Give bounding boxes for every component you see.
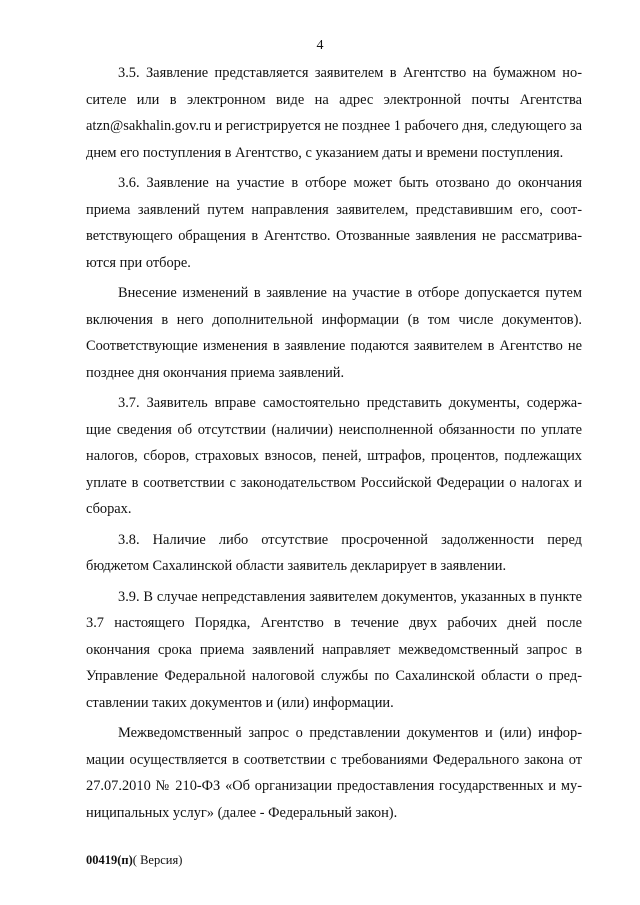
paragraph-3-8: 3.8. Наличие либо отсутствие просроченной задолженности перед бюджетом Сахалинской области заявитель декларирует в заявлении.	[86, 531, 582, 574]
document-footer	[86, 853, 182, 868]
document-body	[86, 60, 582, 826]
paragraph-3-6: 3.6. Заявление на участие в отборе может быть отозвано до окончания приема заявлений путем направления заявителем, представившим его, соответствующего обращения в Агентство. Отозванные заявления не рассматриваются при отборе.	[86, 175, 582, 271]
page-number: 4	[316, 38, 324, 53]
paragraph-interagency-request: Межведомственный запрос о представлении документов и (или) информации осуществляется в соответствии с требованиями Федерального закона от 27.07.2010 № 210-ФЗ «Об организации предоставления государственных и муниципальных услуг» (далее - Федеральный закон).	[86, 725, 582, 821]
document-version: ( Версия)	[132, 853, 183, 867]
paragraph-amendments: Внесение изменений в заявление на участие в отборе допускается путем включения в него дополнительной информации (в том числе документов). Соответствующие изменения в заявление подаются заявителем в Агентство не позднее дня окончания приема заявлений.	[86, 285, 582, 381]
document-code: 00419(п)	[86, 853, 133, 867]
paragraph-3-7: 3.7. Заявитель вправе самостоятельно представить документы, содержащие сведения об отсутствии (наличии) неисполненной обязанности по уплате налогов, сборов, страховых взносов, пеней, штрафов, процентов, подлежащих уплате в соответствии с законодательством Российской Федерации о налогах и сборах.	[86, 395, 582, 517]
paragraph-3-5: 3.5. Заявление представляется заявителем в Агентство на бумажном носителе или в электронном виде на адрес электронной почты Агентства atzn@sakhalin.gov.ru и регистрируется не позднее 1 рабочего дня, следующего за днем его поступления в Агентство, с указанием даты и времени поступления.	[86, 65, 582, 161]
paragraph-3-9: 3.9. В случае непредставления заявителем документов, указанных в пункте 3.7 настоящего Порядка, Агентство в течение двух рабочих дней после окончания срока приема заявлений направляет межведомственный запрос в Управление Федеральной налоговой службы по Сахалинской области о представлении таких документов и (или) информации.	[86, 588, 582, 711]
